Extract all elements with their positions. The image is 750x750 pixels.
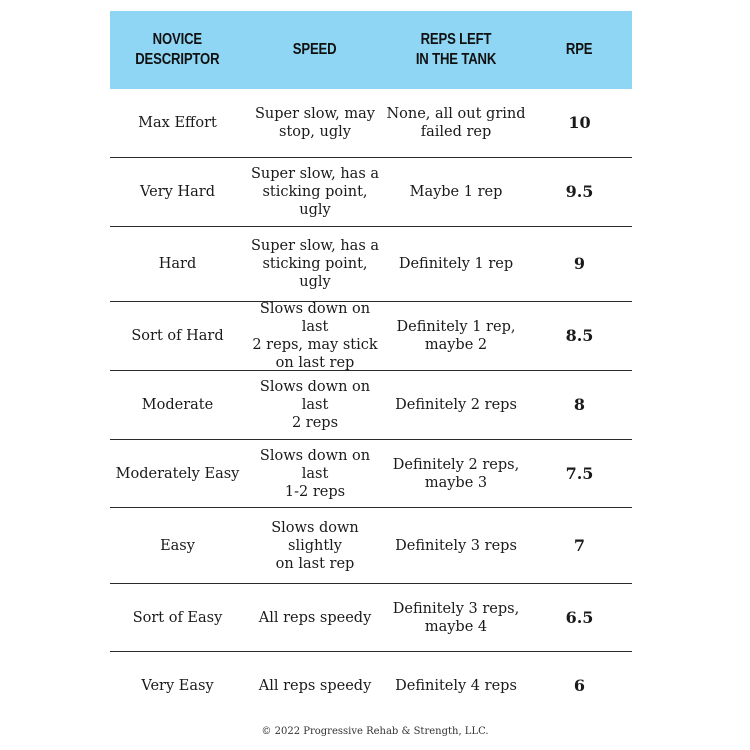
reps-left-cell: Definitely 3 reps, maybe 4 xyxy=(392,600,520,635)
speed-cell: Super slow, has a sticking point, ugly xyxy=(250,166,380,218)
rpe-cell: 6 xyxy=(573,676,586,695)
speed-cell: Slows down slightly on last rep xyxy=(271,519,359,572)
reps-left-cell: Definitely 1 rep, maybe 2 xyxy=(396,319,516,353)
descriptor-cell: Moderate xyxy=(141,397,214,413)
speed-cell: All reps speedy xyxy=(258,678,372,694)
descriptor-cell: Very Easy xyxy=(141,678,214,694)
descriptor-cell: Very Hard xyxy=(140,184,215,200)
copyright-footer: © 2022 Progressive Rehab & Strength, LLC. xyxy=(261,726,489,737)
rpe-cell: 10 xyxy=(568,113,591,132)
table-row xyxy=(110,302,632,371)
rpe-cell: 8 xyxy=(573,395,586,414)
rpe-cell: 7.5 xyxy=(565,463,594,483)
rpe-table xyxy=(110,11,632,720)
header-label: REPS LEFT IN THE TANK xyxy=(415,31,497,68)
table-row xyxy=(110,652,632,720)
rpe-cell: 9 xyxy=(573,254,586,273)
descriptor-cell: Moderately Easy xyxy=(115,465,240,482)
header-label: NOVICE DESCRIPTOR xyxy=(135,31,220,68)
table-header xyxy=(110,11,632,89)
table-row xyxy=(110,227,632,302)
reps-left-cell: Definitely 3 reps xyxy=(395,537,517,554)
table-row xyxy=(110,440,632,508)
descriptor-cell: Hard xyxy=(158,256,197,272)
speed-cell: Slows down on last 2 reps xyxy=(259,379,371,431)
reps-left-cell: Definitely 1 rep xyxy=(398,256,514,272)
header-label: SPEED xyxy=(293,41,337,58)
header-cell-descriptor xyxy=(110,30,245,70)
descriptor-cell: Sort of Easy xyxy=(132,609,223,626)
reps-left-cell: None, all out grind failed rep xyxy=(386,106,526,140)
table-row xyxy=(110,508,632,584)
speed-cell: Super slow, may stop, ugly xyxy=(255,106,375,140)
speed-cell: Super slow, has a sticking point, ugly xyxy=(250,238,380,290)
header-cell-reps-left xyxy=(385,30,527,70)
table-row xyxy=(110,371,632,440)
rpe-cell: 7 xyxy=(573,535,586,555)
descriptor-cell: Easy xyxy=(160,537,195,554)
speed-cell: Slows down on last 1-2 reps xyxy=(259,447,371,500)
rpe-cell: 9.5 xyxy=(565,182,594,201)
header-cell-rpe xyxy=(527,40,632,60)
reps-left-cell: Maybe 1 rep xyxy=(409,184,503,200)
reps-left-cell: Definitely 4 reps xyxy=(395,678,517,694)
rpe-cell: 6.5 xyxy=(565,607,594,627)
speed-cell: All reps speedy xyxy=(258,609,372,626)
header-cell-speed xyxy=(245,40,385,60)
table-row xyxy=(110,89,632,158)
reps-left-cell: Definitely 2 reps, maybe 3 xyxy=(392,456,520,491)
descriptor-cell: Sort of Hard xyxy=(131,328,224,344)
rpe-cell: 8.5 xyxy=(565,326,594,345)
header-label: RPE xyxy=(566,41,593,58)
speed-cell: Slows down on last 2 reps, may stick on last rep xyxy=(252,301,378,371)
descriptor-cell: Max Effort xyxy=(138,115,217,131)
table-row xyxy=(110,584,632,652)
reps-left-cell: Definitely 2 reps xyxy=(395,397,517,413)
table-row xyxy=(110,158,632,227)
